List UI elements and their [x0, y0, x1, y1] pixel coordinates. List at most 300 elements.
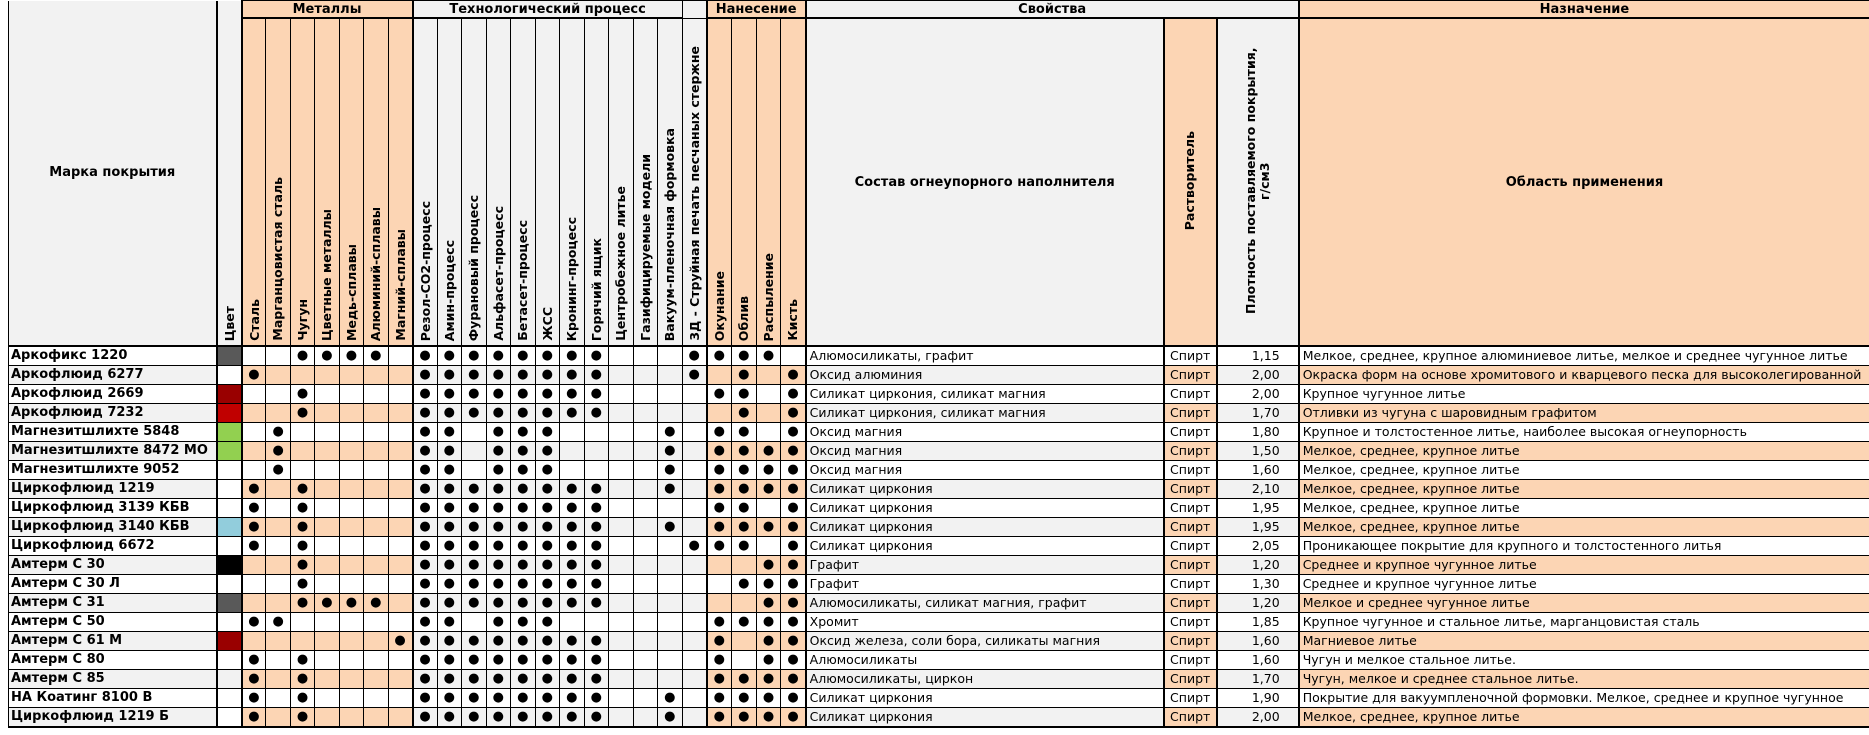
- tech-cell-4: ●: [486, 556, 511, 575]
- application-cell-4: ●: [781, 537, 806, 556]
- product-name[interactable]: Магнезитшлихте 5848: [9, 423, 217, 442]
- metal-cell-4: [315, 613, 339, 632]
- metal-cell-7: [388, 346, 413, 366]
- header-metal-1: [242, 18, 266, 346]
- tech-cell-10: [633, 461, 658, 480]
- application-cell-4: ●: [781, 651, 806, 670]
- color-swatch: [217, 556, 242, 575]
- density-cell: 2,00: [1217, 385, 1299, 404]
- application-cell-2: ●: [731, 708, 756, 728]
- application-cell-2: ●: [731, 537, 756, 556]
- application-cell-3: ●: [756, 594, 781, 613]
- tech-cell-6: ●: [535, 499, 560, 518]
- tech-cell-4: ●: [486, 651, 511, 670]
- metal-cell-5: [339, 613, 363, 632]
- solvent-cell: Спирт: [1164, 689, 1217, 708]
- table-row[interactable]: [9, 346, 1869, 366]
- usage-cell: Окраска форм на основе хромитового и кварцевого песка для высоколегированной: [1299, 366, 1869, 385]
- tech-cell-11: [658, 404, 683, 423]
- tech-cell-7: ●: [560, 385, 585, 404]
- metal-cell-5: [339, 518, 363, 537]
- tech-cell-3: [462, 442, 487, 461]
- tech-cell-9: [609, 651, 634, 670]
- application-cell-3: ●: [756, 442, 781, 461]
- metal-cell-1: [242, 423, 266, 442]
- table-row[interactable]: [9, 499, 1869, 518]
- tech-cell-12: [682, 708, 707, 728]
- application-cell-2: ●: [731, 689, 756, 708]
- usage-cell: Крупное чугунное и стальное литье, марганцовистая сталь: [1299, 613, 1869, 632]
- tech-cell-8: ●: [584, 499, 609, 518]
- tech-cell-2: ●: [437, 385, 462, 404]
- tech-cell-4: ●: [486, 613, 511, 632]
- application-cell-4: ●: [781, 689, 806, 708]
- tech-cell-7: ●: [560, 346, 585, 366]
- tech-cell-12: [682, 423, 707, 442]
- color-swatch: [217, 499, 242, 518]
- metal-cell-1: [242, 385, 266, 404]
- composition-cell: Силикат циркония: [806, 480, 1164, 499]
- usage-cell: Мелкое, среднее, крупное литье: [1299, 442, 1869, 461]
- header-metal-label: Чугун: [294, 299, 310, 341]
- tech-cell-11: [658, 537, 683, 556]
- header-name: [9, 1, 217, 347]
- tech-cell-10: [633, 537, 658, 556]
- tech-cell-2: ●: [437, 461, 462, 480]
- tech-cell-7: ●: [560, 499, 585, 518]
- tech-cell-7: ●: [560, 366, 585, 385]
- metal-cell-5: [339, 575, 363, 594]
- product-name[interactable]: Амтерм С 80: [9, 651, 217, 670]
- tech-cell-10: [633, 575, 658, 594]
- tech-cell-10: [633, 670, 658, 689]
- application-cell-3: ●: [756, 346, 781, 366]
- tech-cell-8: ●: [584, 632, 609, 651]
- metal-cell-2: [266, 385, 290, 404]
- header-metal-label: Алюминий-сплавы: [368, 206, 384, 341]
- tech-cell-3: ●: [462, 404, 487, 423]
- tech-cell-3: [462, 423, 487, 442]
- table-row[interactable]: [9, 366, 1869, 385]
- tech-cell-7: ●: [560, 594, 585, 613]
- tech-cell-1: ●: [413, 499, 438, 518]
- header-tech-10: [633, 18, 658, 346]
- tech-cell-1: ●: [413, 651, 438, 670]
- application-cell-1: [707, 366, 732, 385]
- composition-cell: Оксид алюминия: [806, 366, 1164, 385]
- metal-cell-7: [388, 461, 413, 480]
- metal-cell-2: [266, 575, 290, 594]
- product-name[interactable]: Магнезитшлихте 8472 МО: [9, 442, 217, 461]
- tech-cell-9: [609, 442, 634, 461]
- header-composition: Состав огнеупорного наполнителя: [806, 18, 1164, 346]
- metal-cell-1: ●: [242, 670, 266, 689]
- metal-cell-1: ●: [242, 537, 266, 556]
- metal-cell-1: ●: [242, 613, 266, 632]
- tech-cell-1: ●: [413, 708, 438, 728]
- tech-cell-3: ●: [462, 537, 487, 556]
- header-application-label: Облив: [735, 295, 751, 341]
- tech-cell-5: ●: [511, 632, 536, 651]
- tech-cell-10: [633, 708, 658, 728]
- metal-cell-7: [388, 442, 413, 461]
- product-name[interactable]: НА Коатинг 8100 В: [9, 689, 217, 708]
- application-cell-3: ●: [756, 480, 781, 499]
- product-name[interactable]: Амтерм С 50: [9, 613, 217, 632]
- tech-cell-6: ●: [535, 575, 560, 594]
- tech-cell-2: ●: [437, 423, 462, 442]
- table-row[interactable]: [9, 708, 1869, 728]
- metal-cell-2: [266, 366, 290, 385]
- application-cell-3: [756, 366, 781, 385]
- tech-cell-9: [609, 461, 634, 480]
- tech-cell-11: [658, 366, 683, 385]
- table-row[interactable]: [9, 613, 1869, 632]
- application-cell-3: ●: [756, 518, 781, 537]
- metal-cell-6: [364, 651, 388, 670]
- product-name[interactable]: Циркофлюид 1219: [9, 480, 217, 499]
- tech-cell-5: ●: [511, 385, 536, 404]
- solvent-cell: Спирт: [1164, 480, 1217, 499]
- tech-cell-7: [560, 613, 585, 632]
- solvent-cell: Спирт: [1164, 366, 1217, 385]
- application-cell-2: ●: [731, 613, 756, 632]
- tech-cell-7: ●: [560, 480, 585, 499]
- header-metal-7: [388, 18, 413, 346]
- table-row[interactable]: [9, 518, 1869, 537]
- solvent-cell: Спирт: [1164, 651, 1217, 670]
- table-row[interactable]: [9, 537, 1869, 556]
- table-row[interactable]: [9, 404, 1869, 423]
- header-metal-label: Медь-сплавы: [343, 244, 359, 341]
- tech-cell-1: ●: [413, 613, 438, 632]
- header-group-tech-tail: [682, 1, 707, 19]
- tech-cell-1: ●: [413, 442, 438, 461]
- product-name[interactable]: Амтерм С 85: [9, 670, 217, 689]
- composition-cell: Силикат циркония: [806, 708, 1164, 728]
- product-name[interactable]: Циркофлюид 1219 Б: [9, 708, 217, 728]
- tech-cell-4: ●: [486, 499, 511, 518]
- product-name[interactable]: Амтерм С 31: [9, 594, 217, 613]
- tech-cell-10: [633, 346, 658, 366]
- metal-cell-2: [266, 480, 290, 499]
- tech-cell-4: ●: [486, 346, 511, 366]
- product-name[interactable]: Амтерм С 30 Л: [9, 575, 217, 594]
- metal-cell-1: ●: [242, 651, 266, 670]
- application-cell-4: ●: [781, 632, 806, 651]
- metal-cell-7: [388, 499, 413, 518]
- product-name[interactable]: Циркофлюид 6672: [9, 537, 217, 556]
- tech-cell-9: [609, 385, 634, 404]
- metal-cell-7: [388, 613, 413, 632]
- tech-cell-5: ●: [511, 346, 536, 366]
- color-swatch: [217, 651, 242, 670]
- tech-cell-1: ●: [413, 423, 438, 442]
- metal-cell-6: [364, 575, 388, 594]
- metal-cell-6: ●: [364, 594, 388, 613]
- header-column-row: [9, 18, 1869, 346]
- metal-cell-7: [388, 708, 413, 728]
- usage-cell: Мелкое и среднее чугунное литье: [1299, 594, 1869, 613]
- tech-cell-12: [682, 632, 707, 651]
- metal-cell-3: ●: [290, 594, 314, 613]
- application-cell-1: [707, 575, 732, 594]
- tech-cell-4: ●: [486, 670, 511, 689]
- metal-cell-5: [339, 385, 363, 404]
- usage-cell: Магниевое литье: [1299, 632, 1869, 651]
- tech-cell-3: ●: [462, 575, 487, 594]
- metal-cell-1: ●: [242, 518, 266, 537]
- tech-cell-7: [560, 442, 585, 461]
- metal-cell-4: [315, 442, 339, 461]
- metal-cell-6: [364, 499, 388, 518]
- usage-cell: Покрытие для вакуумпленочной формовки. Мелкое, среднее и крупное чугунное: [1299, 689, 1869, 708]
- table-row[interactable]: [9, 575, 1869, 594]
- metal-cell-5: ●: [339, 346, 363, 366]
- application-cell-3: ●: [756, 575, 781, 594]
- application-cell-4: ●: [781, 404, 806, 423]
- table-row[interactable]: [9, 670, 1869, 689]
- metal-cell-2: ●: [266, 442, 290, 461]
- metal-cell-5: [339, 689, 363, 708]
- application-cell-4: ●: [781, 613, 806, 632]
- tech-cell-3: ●: [462, 670, 487, 689]
- tech-cell-11: [658, 613, 683, 632]
- application-cell-1: ●: [707, 385, 732, 404]
- tech-cell-1: ●: [413, 537, 438, 556]
- density-cell: 1,90: [1217, 689, 1299, 708]
- application-cell-3: [756, 499, 781, 518]
- table-row[interactable]: [9, 556, 1869, 575]
- tech-cell-11: [658, 385, 683, 404]
- product-name[interactable]: Амтерм С 30: [9, 556, 217, 575]
- metal-cell-5: [339, 366, 363, 385]
- application-cell-1: ●: [707, 499, 732, 518]
- tech-cell-10: [633, 632, 658, 651]
- header-metal-2: [266, 18, 290, 346]
- tech-cell-8: ●: [584, 385, 609, 404]
- tech-cell-10: [633, 366, 658, 385]
- solvent-cell: Спирт: [1164, 594, 1217, 613]
- tech-cell-3: ●: [462, 346, 487, 366]
- tech-cell-9: [609, 689, 634, 708]
- color-swatch: [217, 366, 242, 385]
- metal-cell-1: [242, 594, 266, 613]
- density-cell: 1,50: [1217, 442, 1299, 461]
- metal-cell-2: ●: [266, 613, 290, 632]
- metal-cell-4: [315, 461, 339, 480]
- table-row[interactable]: [9, 423, 1869, 442]
- application-cell-2: ●: [731, 366, 756, 385]
- header-tech-9: [609, 18, 634, 346]
- usage-cell: Мелкое, среднее, крупное литье: [1299, 708, 1869, 728]
- usage-cell: Крупное и толстостенное литье, наиболее высокая огнеупорность: [1299, 423, 1869, 442]
- header-tech-label: Вакуум-пленочная формовка: [662, 127, 678, 341]
- density-cell: 1,70: [1217, 670, 1299, 689]
- product-name[interactable]: Аркофлюид 2669: [9, 385, 217, 404]
- table-row[interactable]: [9, 651, 1869, 670]
- header-name-label: Марка покрытия: [49, 165, 176, 181]
- metal-cell-7: [388, 366, 413, 385]
- tech-cell-8: ●: [584, 575, 609, 594]
- tech-cell-12: [682, 670, 707, 689]
- header-tech-1: [413, 18, 438, 346]
- product-name[interactable]: Аркофлюид 6277: [9, 366, 217, 385]
- application-cell-3: [756, 385, 781, 404]
- application-cell-2: ●: [731, 346, 756, 366]
- product-name[interactable]: Циркофлюид 3140 КБВ: [9, 518, 217, 537]
- density-cell: 2,05: [1217, 537, 1299, 556]
- tech-cell-12: [682, 651, 707, 670]
- application-cell-2: ●: [731, 480, 756, 499]
- tech-cell-2: ●: [437, 670, 462, 689]
- tech-cell-12: [682, 613, 707, 632]
- table-row[interactable]: [9, 442, 1869, 461]
- metal-cell-7: [388, 423, 413, 442]
- application-cell-3: ●: [756, 689, 781, 708]
- solvent-cell: Спирт: [1164, 461, 1217, 480]
- application-cell-3: [756, 423, 781, 442]
- table-row[interactable]: [9, 461, 1869, 480]
- usage-cell: Чугун, мелкое и среднее стальное литье.: [1299, 670, 1869, 689]
- usage-cell: Проникающее покрытие для крупного и толстостенного литья: [1299, 537, 1869, 556]
- product-name[interactable]: Аркофлюид 7232: [9, 404, 217, 423]
- tech-cell-11: [658, 651, 683, 670]
- solvent-cell: Спирт: [1164, 442, 1217, 461]
- metal-cell-6: [364, 366, 388, 385]
- tech-cell-9: [609, 499, 634, 518]
- table-row[interactable]: [9, 385, 1869, 404]
- tech-cell-1: ●: [413, 556, 438, 575]
- density-cell: 1,60: [1217, 461, 1299, 480]
- header-metal-4: [315, 18, 339, 346]
- metal-cell-3: [290, 461, 314, 480]
- tech-cell-11: [658, 346, 683, 366]
- tech-cell-10: [633, 423, 658, 442]
- tech-cell-2: ●: [437, 537, 462, 556]
- header-group-properties: Свойства: [806, 1, 1299, 19]
- tech-cell-5: ●: [511, 575, 536, 594]
- header-application-1: [707, 18, 732, 346]
- application-cell-1: [707, 404, 732, 423]
- tech-cell-6: ●: [535, 670, 560, 689]
- tech-cell-1: ●: [413, 575, 438, 594]
- tech-cell-7: ●: [560, 537, 585, 556]
- solvent-cell: Спирт: [1164, 404, 1217, 423]
- tech-cell-12: ●: [682, 346, 707, 366]
- tech-cell-12: ●: [682, 537, 707, 556]
- metal-cell-7: [388, 404, 413, 423]
- metal-cell-4: [315, 499, 339, 518]
- table-row[interactable]: [9, 594, 1869, 613]
- metal-cell-2: ●: [266, 423, 290, 442]
- tech-cell-6: ●: [535, 556, 560, 575]
- metal-cell-5: [339, 670, 363, 689]
- tech-cell-6: ●: [535, 480, 560, 499]
- metal-cell-7: [388, 537, 413, 556]
- header-metal-5: [339, 18, 363, 346]
- tech-cell-3: ●: [462, 480, 487, 499]
- product-name[interactable]: Циркофлюид 3139 КБВ: [9, 499, 217, 518]
- tech-cell-10: [633, 689, 658, 708]
- metal-cell-3: ●: [290, 670, 314, 689]
- header-tech-4: [486, 18, 511, 346]
- composition-cell: Силикат циркония: [806, 537, 1164, 556]
- metal-cell-3: ●: [290, 689, 314, 708]
- metal-cell-5: [339, 480, 363, 499]
- tech-cell-10: [633, 385, 658, 404]
- tech-cell-11: ●: [658, 518, 683, 537]
- tech-cell-2: ●: [437, 556, 462, 575]
- tech-cell-8: ●: [584, 708, 609, 728]
- usage-cell: Мелкое, среднее, крупное литье: [1299, 480, 1869, 499]
- metal-cell-7: [388, 594, 413, 613]
- metal-cell-5: [339, 461, 363, 480]
- tech-cell-5: ●: [511, 366, 536, 385]
- usage-cell: Чугун и мелкое стальное литье.: [1299, 651, 1869, 670]
- tech-cell-4: ●: [486, 366, 511, 385]
- metal-cell-4: [315, 689, 339, 708]
- application-cell-2: ●: [731, 575, 756, 594]
- usage-cell: Среднее и крупное чугунное литье: [1299, 575, 1869, 594]
- header-tech-label: Амин-процесс: [441, 239, 457, 341]
- product-name[interactable]: Аркофикс 1220: [9, 346, 217, 366]
- header-solvent-label: Растворитель: [1182, 131, 1198, 231]
- tech-cell-9: [609, 366, 634, 385]
- tech-cell-1: ●: [413, 480, 438, 499]
- metal-cell-4: [315, 518, 339, 537]
- product-name[interactable]: Магнезитшлихте 9052: [9, 461, 217, 480]
- tech-cell-12: [682, 461, 707, 480]
- tech-cell-1: ●: [413, 366, 438, 385]
- tech-cell-11: [658, 575, 683, 594]
- solvent-cell: Спирт: [1164, 632, 1217, 651]
- metal-cell-5: [339, 537, 363, 556]
- tech-cell-8: ●: [584, 518, 609, 537]
- application-cell-1: ●: [707, 537, 732, 556]
- application-cell-2: [731, 632, 756, 651]
- tech-cell-11: [658, 594, 683, 613]
- metal-cell-6: [364, 613, 388, 632]
- tech-cell-11: ●: [658, 708, 683, 728]
- metal-cell-3: ●: [290, 708, 314, 728]
- tech-cell-8: ●: [584, 556, 609, 575]
- tech-cell-6: ●: [535, 366, 560, 385]
- metal-cell-4: [315, 537, 339, 556]
- tech-cell-6: ●: [535, 346, 560, 366]
- metal-cell-4: [315, 670, 339, 689]
- tech-cell-11: ●: [658, 461, 683, 480]
- solvent-cell: Спирт: [1164, 385, 1217, 404]
- metal-cell-3: [290, 613, 314, 632]
- table-row[interactable]: [9, 480, 1869, 499]
- tech-cell-1: ●: [413, 670, 438, 689]
- table-row[interactable]: [9, 689, 1869, 708]
- tech-cell-6: ●: [535, 708, 560, 728]
- application-cell-4: [781, 346, 806, 366]
- tech-cell-12: [682, 594, 707, 613]
- tech-cell-1: ●: [413, 404, 438, 423]
- product-name[interactable]: Амтерм С 61 М: [9, 632, 217, 651]
- tech-cell-4: ●: [486, 404, 511, 423]
- table-row[interactable]: [9, 632, 1869, 651]
- application-cell-1: ●: [707, 518, 732, 537]
- tech-cell-3: [462, 613, 487, 632]
- tech-cell-11: ●: [658, 480, 683, 499]
- header-tech-label: Горячий ящик: [588, 237, 604, 341]
- header-color-label: Цвет: [221, 305, 237, 341]
- composition-cell: Оксид магния: [806, 461, 1164, 480]
